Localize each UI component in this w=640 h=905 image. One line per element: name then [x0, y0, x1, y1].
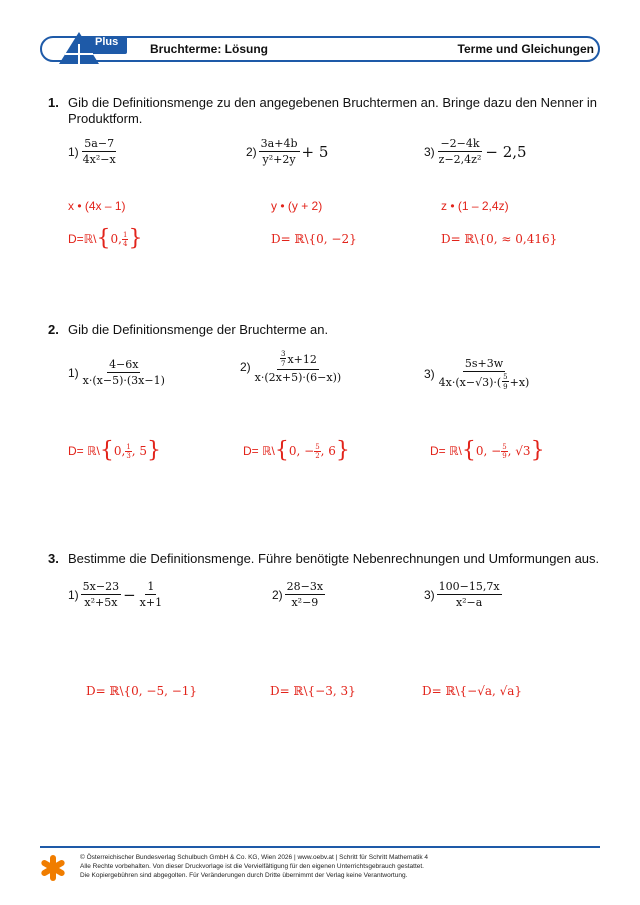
footer-copyright: © Österreichischer Bundesverlag Schulbuch GmbH & Co. KG, Wien 2026 | www.oebv.at | Schritt für Schritt Mathematik 4 Alle Rechte vorbehalten. Von dieser Druckvorlage ist die Vervielfältigung für den eigenen Unterrichtsgebrauch gestattet. Die Kopiergebühren sind abgegolten. Für Veränderungen durch Dritte übernimmt der Verlag keine Verantwortung. [80, 854, 428, 879]
task-1-factor-3: z • (1 – 2,4z) [441, 199, 509, 213]
worksheet-title: Bruchterme: Lösung [150, 42, 269, 56]
task-1-term-2: 2) $\frac{3a+4b}{\text{y²+2y}}$ + 5 [246, 137, 329, 166]
task-3-number: 3. [48, 551, 59, 566]
task-1-term-3: 3) $\frac{-2-4k}{\text{z−2,4z²}}$ − 2,5 [424, 137, 527, 166]
task-3-answer-3: D= ℝ\{−√a, √a} [422, 684, 523, 698]
task-1-answer-2: D= ℝ\{0, −2} [271, 232, 357, 246]
task-2-term-3: 3) 5s+3w 4x·(x−√3)·( $\frac{5}{9}$ +x) [424, 357, 530, 391]
fraction: $\frac{-2-4k}{\text{z−2,4z²}}$ [438, 137, 482, 166]
task-1-answer-1: D=ℝ\ { 0, $\frac{1}{4}$ } [68, 226, 143, 251]
fraction: $\frac{3a+4b}{\text{y²+2y}}$ [260, 137, 298, 166]
worksheet-subject: Terme und Gleichungen [457, 42, 594, 56]
task-3-answer-1: D= ℝ\{0, −5, −1} [86, 684, 198, 698]
task-3-term-2: 2) $\frac{28-3x}{\text{x²−9}}$ [272, 580, 324, 609]
task-2-answer-1: D= ℝ\ { 0, $\frac{1}{3}$ , 5 } [68, 438, 162, 463]
publisher-star-icon [40, 853, 66, 883]
task-2-number: 2. [48, 322, 59, 337]
task-1-answer-3: D= ℝ\{0, ≈ 0,416} [441, 232, 558, 246]
logo-text: Plus [95, 36, 119, 48]
task-3-instruction: Bestimme die Definitionsmenge. Führe benötigte Nebenrechnungen und Umformungen aus. [68, 551, 600, 566]
footer-line [40, 846, 600, 848]
task-1-factor-2: y • (y + 2) [271, 199, 323, 213]
task-3-answer-2: D= ℝ\{−3, 3} [270, 684, 356, 698]
fraction: $\frac{5a-7}{\text{4x²−x}}$ [82, 137, 116, 166]
task-1-instruction: Gib die Definitionsmenge zu den angegebenen Bruchtermen an. Bringe dazu den Nenner in Produktform. [68, 95, 598, 126]
task-1-number: 1. [48, 95, 59, 110]
task-3-term-3: 3) $\frac{100-15,7x}{\text{x²−a}}$ [424, 580, 500, 609]
task-2-answer-3: D= ℝ\ { 0, − $\frac{5}{9}$ , √3 } [430, 438, 545, 463]
task-2-instruction: Gib die Definitionsmenge der Bruchterme an. [68, 322, 329, 337]
task-2-term-1: 1) $\frac{4-6x}{x\cdot(x-5)\cdot(3x-1)}$ [68, 358, 165, 387]
task-2-answer-2: D= ℝ\ { 0, − $\frac{5}{2}$ , 6 } [243, 438, 350, 463]
task-1-term-1: 1) $\frac{5a-7}{\text{4x²−x}}$ [68, 137, 116, 166]
task-1-factor-1: x • (4x – 1) [68, 199, 126, 213]
task-2-term-2: 2) $\frac{3}{7}$ x+12 x·(2x+5)·(6−x)) [240, 350, 342, 384]
task-3-term-1: 1) $\frac{5x-23}{\text{x²+5x}}$ − $\frac{1}{x+1}$ [68, 580, 163, 609]
